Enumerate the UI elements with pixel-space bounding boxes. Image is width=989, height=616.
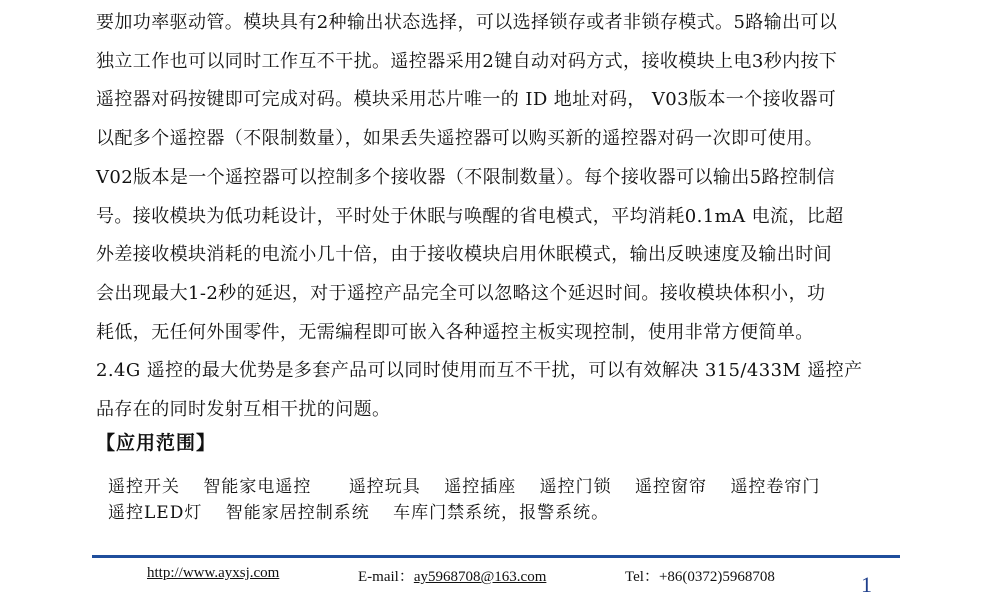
application-item: 智能家居控制系统 bbox=[225, 503, 370, 523]
body-line: 独立工作也可以同时工作互不干扰。遥控器采用2键自动对码方式，接收模块上电3秒内按下 bbox=[96, 50, 838, 72]
body-line: 2.4G 遥控的最大优势是多套产品可以同时使用而互不干扰，可以有效解决 315/433M 遥控产 bbox=[96, 360, 863, 382]
body-line: 以配多个遥控器（不限制数量），如果丢失遥控器可以购买新的遥控器对码一次即可使用。 bbox=[96, 128, 823, 150]
application-item: 遥控玩具 bbox=[348, 477, 421, 497]
application-item: 遥控插座 bbox=[444, 477, 517, 497]
applications-row bbox=[108, 474, 838, 500]
body-text bbox=[96, 4, 896, 430]
body-line: 会出现最大1-2秒的延迟，对于遥控产品完全可以忽略这个延迟时间。接收模块体积小，功 bbox=[96, 282, 826, 304]
application-item: 车库门禁系统，报警系统。 bbox=[393, 503, 610, 523]
body-line: 品存在的同时发射互相干扰的问题。 bbox=[96, 399, 391, 421]
applications-row bbox=[108, 500, 838, 526]
application-item: 遥控窗帘 bbox=[635, 477, 708, 497]
body-line: 遥控器对码按键即可完成对码。模块采用芯片唯一的 ID 地址对码， V03版本一个接收器可 bbox=[96, 89, 837, 111]
email-label: E-mail： bbox=[358, 569, 414, 585]
application-item: 遥控门锁 bbox=[539, 477, 612, 497]
applications-list bbox=[108, 474, 838, 526]
email-contact bbox=[358, 565, 546, 586]
application-item: 遥控卷帘门 bbox=[730, 477, 821, 497]
body-line: 耗低，无任何外围零件，无需编程即可嵌入各种遥控主板实现控制，使用非常方便简单。 bbox=[96, 321, 814, 343]
footer-divider bbox=[92, 555, 900, 558]
body-line: 外差接收模块消耗的电流小几十倍，由于接收模块启用休眠模式，输出反映速度及输出时间 bbox=[96, 244, 832, 266]
phone-contact: Tel：+86(0372)5968708 bbox=[625, 569, 775, 585]
website-link[interactable]: http://www.ayxsj.com bbox=[147, 565, 280, 581]
applications-heading: 【应用范围】 bbox=[96, 432, 217, 454]
application-item: 遥控LED灯 bbox=[108, 503, 203, 523]
body-line: 要加功率驱动管。模块具有2种输出状态选择，可以选择锁存或者非锁存模式。5路输出可以 bbox=[96, 12, 838, 33]
page-number: 1 bbox=[861, 572, 872, 597]
application-item: 遥控开关 bbox=[108, 477, 180, 497]
application-item: 智能家电遥控 bbox=[203, 477, 312, 497]
body-line: 号。接收模块为低功耗设计，平时处于休眠与唤醒的省电模式，平均消耗0.1mA 电流，比超 bbox=[96, 205, 844, 227]
body-line: V02版本是一个遥控器可以控制多个接收器（不限制数量）。每个接收器可以输出5路控制信 bbox=[96, 166, 836, 188]
email-link[interactable]: ay5968708@163.com bbox=[413, 569, 547, 585]
